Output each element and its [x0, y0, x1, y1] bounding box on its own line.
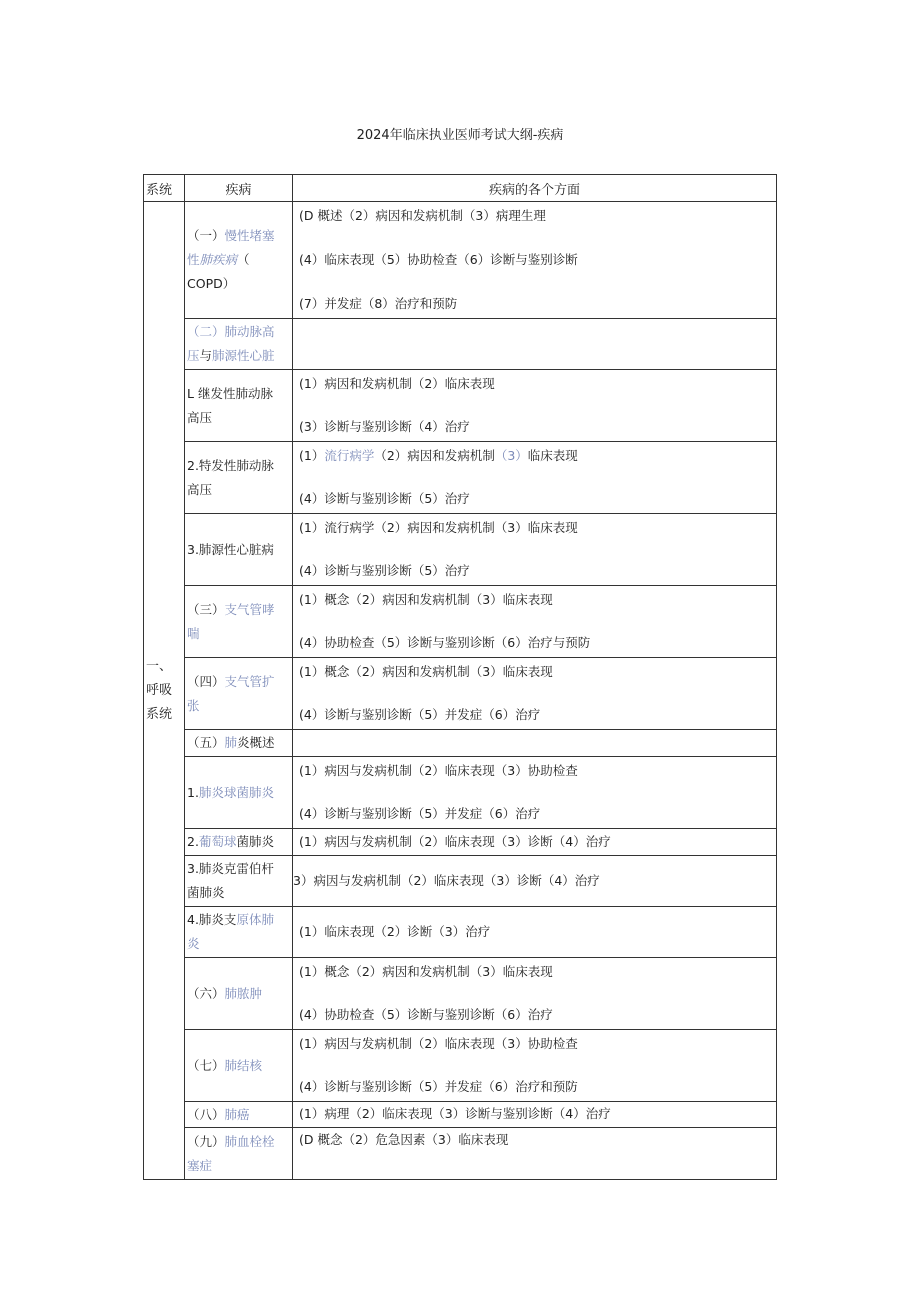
- disease-text: （七）: [187, 1057, 225, 1073]
- syllabus-table: [143, 174, 777, 1180]
- system-label-2: 呼吸: [146, 682, 173, 698]
- table-row: [144, 202, 777, 319]
- aspects-line: (4）协助检查（5）诊断与鉴别诊断（6）治疗与预防: [299, 634, 591, 650]
- disease-text: （六）: [187, 985, 225, 1001]
- disease-cell: [185, 958, 293, 1030]
- disease-cell: [185, 370, 293, 442]
- disease-text: 2.: [187, 834, 199, 849]
- aspects-cell: [293, 856, 777, 907]
- table-row: [144, 370, 777, 442]
- disease-cell: [185, 1128, 293, 1180]
- table-row: [144, 1102, 777, 1128]
- table-row: [144, 658, 777, 730]
- disease-link[interactable]: 肺源性心脏: [212, 348, 275, 363]
- disease-cell: [185, 442, 293, 514]
- disease-text: （五）: [187, 735, 225, 750]
- disease-link[interactable]: 原体肺: [236, 912, 274, 927]
- disease-text: 2.特发性肺动脉: [187, 457, 274, 473]
- table-row: [144, 958, 777, 1030]
- aspects-line: (4）诊断与鉴别诊断（5）并发症（6）治疗和预防: [299, 1078, 578, 1094]
- disease-link[interactable]: （二）肺动脉高: [187, 324, 275, 339]
- aspects-cell: [293, 730, 777, 757]
- aspects-cell: [293, 202, 777, 319]
- aspects-line: (7）并发症（8）治疗和预防: [299, 296, 458, 312]
- aspects-line: (1）概念（2）病因和发病机制（3）临床表现: [299, 964, 553, 980]
- aspects-cell: [293, 1030, 777, 1102]
- aspects-cell: [293, 1102, 777, 1128]
- disease-link[interactable]: 支气管哮: [224, 601, 275, 617]
- disease-text: 1.: [187, 784, 199, 800]
- disease-cell: [185, 1102, 293, 1128]
- disease-link[interactable]: 肺结核: [224, 1057, 263, 1073]
- aspects-line: (1）流行病学（2）病因和发病机制（3）临床表现: [299, 448, 578, 464]
- table-row: [144, 319, 777, 370]
- disease-link[interactable]: 肺炎球菌肺炎: [198, 784, 274, 800]
- header-system: 系统: [144, 175, 185, 202]
- disease-text: （: [237, 252, 250, 267]
- table-header-row: [144, 175, 777, 202]
- aspects-line: (1）病理（2）临床表现（3）诊断与鉴别诊断（4）治疗: [299, 1106, 611, 1122]
- aspects-cell: [293, 757, 777, 829]
- disease-link[interactable]: 性: [187, 252, 200, 267]
- aspects-line: (1）概念（2）病因和发病机制（3）临床表现: [299, 592, 553, 608]
- aspects-line: 3）病因与发病机制（2）临床表现（3）诊断（4）治疗: [293, 872, 600, 888]
- aspect-link[interactable]: （3）: [494, 448, 528, 464]
- aspects-line: (4）诊断与鉴别诊断（5）并发症（6）治疗: [299, 706, 541, 722]
- disease-link[interactable]: 肺疾病: [199, 252, 238, 267]
- aspects-cell: [293, 370, 777, 442]
- aspects-cell: [293, 442, 777, 514]
- disease-link[interactable]: 肺癌: [224, 1106, 250, 1122]
- disease-cell: [185, 1030, 293, 1102]
- aspects-line: (1）概念（2）病因和发病机制（3）临床表现: [299, 664, 553, 680]
- header-aspects: 疾病的各个方面: [293, 175, 777, 202]
- aspects-line: (1）病因和发病机制（2）临床表现: [299, 376, 495, 392]
- table-row: [144, 442, 777, 514]
- aspects-line: (D 概述（2）病因和发病机制（3）病理生理: [299, 207, 546, 223]
- aspects-cell: [293, 319, 777, 370]
- disease-cell: [185, 319, 293, 370]
- disease-text: （一）: [187, 228, 225, 243]
- table-row: [144, 856, 777, 907]
- aspects-cell: [293, 907, 777, 958]
- document-title: 2024年临床执业医师考试大纲-疾病: [356, 128, 564, 143]
- table-row: [144, 730, 777, 757]
- disease-cell: [185, 757, 293, 829]
- aspects-line: (4）诊断与鉴别诊断（5）治疗: [299, 490, 470, 506]
- disease-text: 4.肺炎支: [187, 912, 237, 927]
- disease-text: 与: [199, 348, 213, 363]
- table-row: [144, 829, 777, 856]
- disease-cell: [185, 730, 293, 757]
- disease-text: COPD）: [187, 276, 236, 291]
- aspects-line: (1）流行病学（2）病因和发病机制（3）临床表现: [299, 520, 578, 536]
- aspects-line: (D 概念（2）危急因素（3）临床表现: [299, 1132, 509, 1147]
- disease-text: （九）: [187, 1133, 225, 1149]
- aspects-cell: [293, 658, 777, 730]
- aspects-line: (1）临床表现（2）诊断（3）治疗: [299, 923, 491, 939]
- table-row: [144, 1030, 777, 1102]
- disease-cell: [185, 829, 293, 856]
- disease-link[interactable]: 葡萄球: [198, 834, 237, 849]
- aspects-line: (1）病因与发病机制（2）临床表现（3）诊断（4）治疗: [299, 833, 611, 849]
- system-label-3: 系统: [146, 706, 173, 722]
- disease-link[interactable]: 喘: [187, 625, 200, 641]
- aspects-line: (1）病因与发病机制（2）临床表现（3）协助检查: [299, 1036, 578, 1052]
- aspects-line: (4）诊断与鉴别诊断（5）并发症（6）治疗: [299, 805, 541, 821]
- disease-link[interactable]: 肺血栓栓: [224, 1133, 275, 1149]
- table-row: [144, 514, 777, 586]
- disease-link[interactable]: 慢性堵塞: [224, 228, 275, 243]
- disease-text: 3.肺源性心脏病: [187, 541, 274, 557]
- disease-link[interactable]: 压: [187, 348, 200, 363]
- aspects-line: (1）病因与发病机制（2）临床表现（3）协助检查: [299, 763, 578, 779]
- disease-link[interactable]: 炎: [187, 936, 200, 951]
- table-row: [144, 907, 777, 958]
- disease-text: 高压: [187, 409, 213, 425]
- disease-link[interactable]: 支气管扩: [224, 673, 275, 689]
- disease-link[interactable]: 塞症: [187, 1157, 213, 1173]
- table-row: [144, 757, 777, 829]
- table-row: [144, 1128, 777, 1180]
- aspects-line: (3）诊断与鉴别诊断（4）治疗: [299, 418, 470, 434]
- disease-text: 菌肺炎: [236, 834, 274, 849]
- disease-cell: [185, 907, 293, 958]
- disease-text: （八）: [187, 1106, 225, 1122]
- aspects-cell: [293, 514, 777, 586]
- table-row: [144, 586, 777, 658]
- disease-text: L 继发性肺动脉: [187, 385, 273, 401]
- disease-link[interactable]: 张: [187, 697, 200, 713]
- aspects-line: (4）诊断与鉴别诊断（5）治疗: [299, 562, 470, 578]
- disease-cell: [185, 586, 293, 658]
- header-disease: 疾病: [185, 175, 293, 202]
- aspects-cell: [293, 958, 777, 1030]
- aspects-cell: [293, 586, 777, 658]
- disease-text: （四）: [187, 673, 225, 689]
- disease-cell: [185, 202, 293, 319]
- aspect-link[interactable]: 流行病学: [324, 448, 375, 464]
- disease-link[interactable]: 肺脓肿: [224, 985, 263, 1001]
- disease-cell: [185, 514, 293, 586]
- disease-cell: [185, 856, 293, 907]
- aspects-line: (4）临床表现（5）协助检查（6）诊断与鉴别诊断: [299, 251, 578, 267]
- disease-text: 3.肺炎克雷伯杆: [187, 861, 274, 876]
- disease-text: （三）: [187, 601, 225, 617]
- disease-text: 菌肺炎: [187, 885, 225, 900]
- aspects-cell: [293, 1128, 777, 1180]
- system-cell: [144, 202, 185, 1180]
- system-label-1: 一、: [146, 658, 173, 674]
- disease-text: 炎概述: [237, 735, 275, 750]
- disease-text: 高压: [187, 481, 213, 497]
- disease-link[interactable]: 肺: [224, 735, 238, 750]
- aspects-line: (4）协助检查（5）诊断与鉴别诊断（6）治疗: [299, 1006, 553, 1022]
- disease-cell: [185, 658, 293, 730]
- aspects-cell: [293, 829, 777, 856]
